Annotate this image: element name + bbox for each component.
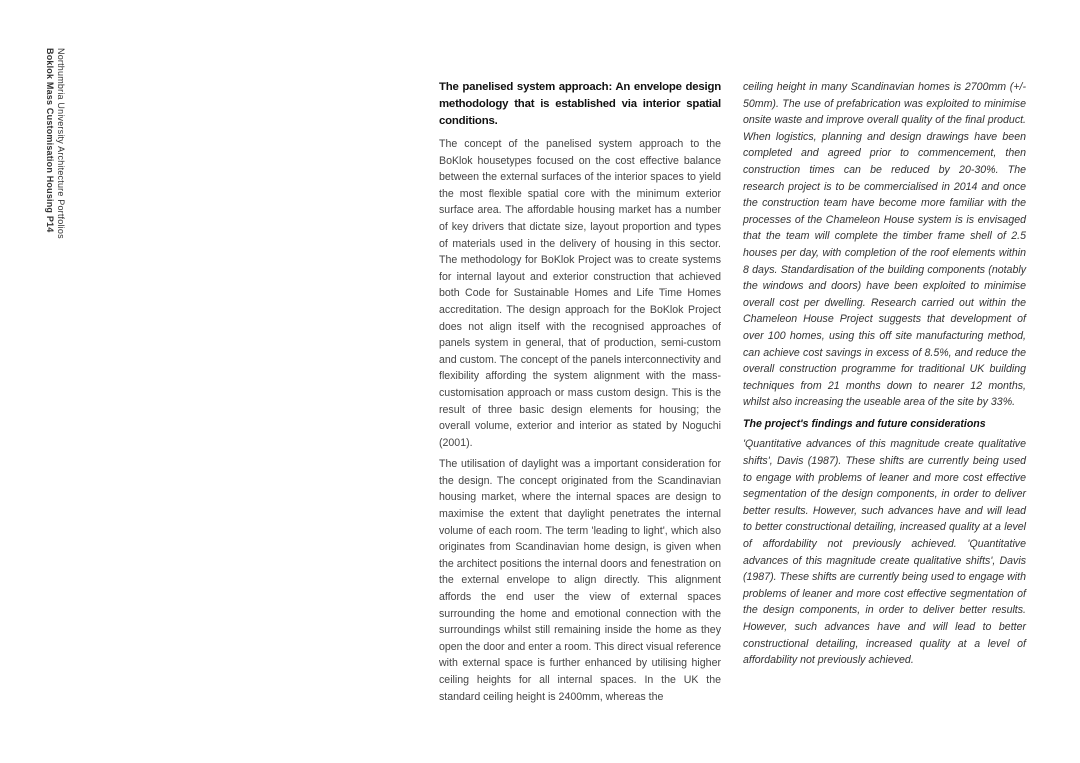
portfolio-label: Northumbria University Architecture Portfolios bbox=[56, 48, 66, 239]
paragraph-daylight: The utilisation of daylight was a important consideration for the design. The concept originated from the Scandinavian housing market, where the internal spaces are design to maximise the extent that daylight penetrates the internal volume of each room. The term 'leading to light', which also originates from Scandinavian home design, is given when the architect positions the internal doors and fenestration on the external envelope to align directly. This alignment affords the end user the view of external spaces surrounding the home and emotional connection with the surroundings whilst still remaining inside the home as they open the door and enter a room. This direct visual reference with external space is further enhanced by utilising higher ceiling heights for all internal spaces. In the UK the standard ceiling height is 2400mm, whereas the bbox=[439, 458, 721, 703]
paragraph-ceiling-height: ceiling height in many Scandinavian homes is 2700mm (+/- 50mm). The use of prefabrication was exploited to minimise onsite waste and improve overall quality of the final product. When logistics, planning and design drawings have been completed and agreed prior to commencement, then construction times can be reduced by 20-30%. The research project is to be commercialised in 2014 and once the construction team have become more familiar with the processes of the Chameleon House system is is envisaged that the team will complete the timber frame shell of 2.5 houses per day, with completion of the roof elements within 8 days. Standardisation of the building components (notably the windows and doors) have been exploited to minimise overall cost per dwelling. Research carried out within the Chameleon House Project suggests that development of over 100 homes, using this off site manufacturing method, can achieve cost savings in excess of 8.5%, and reduce the overall construction programme for traditional UK building techniques from 21 months down to nearer 12 months, whilst also increasing the useable area of the site by 33%. bbox=[743, 81, 1026, 409]
paragraph-findings: 'Quantitative advances of this magnitude create qualitative shifts', Davis (1987). These shifts are currently being used to engage with problems of leaner and more cost effective segmentation of the design components, in order to deliver better results. However, such advances have and will lead to better constructional detailing, increased quality at a level of affordability not previously achieved. 'Quantitative advances of this magnitude create qualitative shifts', Davis (1987). These shifts are currently being used to engage with problems of leaner and more cost effective segmentation of the design components, in order to deliver better results. However, such advances have and will lead to better constructional detailing, increased quality at a level of affordability not previously achieved. bbox=[743, 438, 1026, 667]
side-title bbox=[44, 48, 66, 239]
paragraph-panelised-system: The concept of the panelised system approach to the BoKlok housetypes focused on the cost effective balance between the external surfaces of the interior spaces to yield the most flexible spatial core with the minimum exterior surface area. The affordable housing market has a number of key drivers that dictate size, layout proportion and types of materials used in the delivery of housing in this sector. The methodology for BoKlok Project was to create systems for internal layout and exterior construction that achieved both Code for Sustainable Homes and Life Time Homes accreditation. The design approach for the BoKlok Project does not align itself with the recognised approaches of panels system in general, that of production, semi-custom and custom. The concept of the panels interconnectivity and flexibility affording the system alignment with the mass-customisation approach or mass custom design. This is the result of three basic design elements for housing; the overall volume, exterior and interior as stated by Noguchi (2001). bbox=[439, 138, 721, 449]
section-heading: The panelised system approach: An envelope design methodology that is established via interior spatial conditions. bbox=[439, 81, 721, 127]
right-column bbox=[743, 79, 1026, 674]
findings-heading: The project's findings and future considerations bbox=[743, 417, 986, 430]
left-column bbox=[439, 79, 721, 710]
project-label: Boklok Mass Customisation Housing P14 bbox=[45, 48, 55, 233]
